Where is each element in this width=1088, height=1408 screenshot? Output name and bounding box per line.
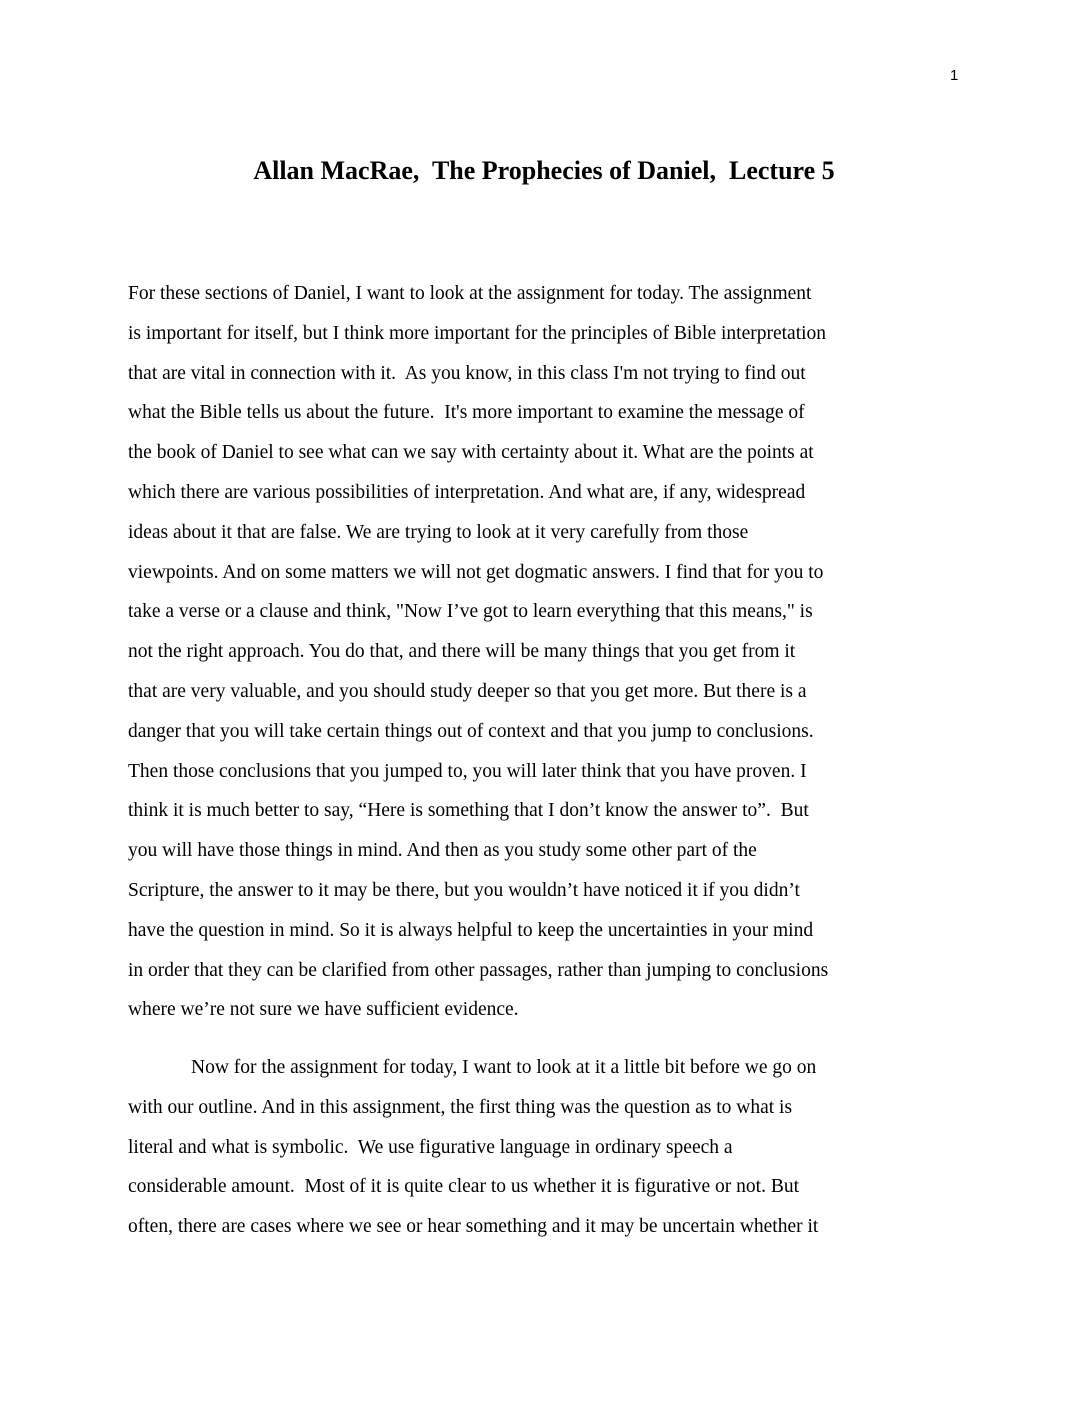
text-line: have the question in mind. So it is always helpful to keep the uncertainties in your mind — [128, 919, 814, 941]
text-line: Then those conclusions that you jumped to, you will later think that you have proven. I — [128, 760, 807, 782]
text-line: considerable amount. Most of it is quite clear to us whether it is figurative or not. But — [128, 1176, 799, 1198]
text-line: where we’re not sure we have sufficient evidence. — [128, 999, 519, 1021]
text-line: which there are various possibilities of interpretation. And what are, if any, widespread — [128, 481, 806, 503]
text-line: is important for itself, but I think more important for the principles of Bible interpretation — [128, 322, 827, 344]
text-line: viewpoints. And on some matters we will not get dogmatic answers. I find that for you to — [128, 561, 824, 583]
text-line: danger that you will take certain things out of context and that you jump to conclusions. — [128, 720, 814, 742]
text-line: not the right approach. You do that, and there will be many things that you get from it — [128, 641, 796, 663]
text-line: take a verse or a clause and think, "Now I’ve got to learn everything that this means," is — [128, 601, 813, 623]
document-title: Allan MacRae, The Prophecies of Daniel, Lecture 5 — [253, 156, 835, 185]
page-number: 1 — [950, 67, 959, 84]
text-line: often, there are cases where we see or hear something and it may be uncertain whether it — [128, 1216, 819, 1238]
text-line: literal and what is symbolic. We use figurative language in ordinary speech a — [128, 1136, 733, 1158]
text-line: For these sections of Daniel, I want to look at the assignment for today. The assignment — [128, 283, 812, 304]
text-line: what the Bible tells us about the future. It's more important to examine the message of — [128, 402, 805, 424]
text-line: ideas about it that are false. We are trying to look at it very carefully from those — [128, 521, 749, 543]
text-line: Scripture, the answer to it may be there, but you wouldn’t have noticed it if you didn’t — [128, 879, 800, 901]
text-line: in order that they can be clarified from other passages, rather than jumping to conclusions — [128, 959, 829, 981]
text-line: the book of Daniel to see what can we say with certainty about it. What are the points at — [128, 442, 814, 464]
text-line: think it is much better to say, “Here is something that I don’t know the answer to”. But — [128, 800, 809, 822]
text-line: with our outline. And in this assignment, the first thing was the question as to what is — [128, 1096, 793, 1118]
paragraph-1 — [128, 274, 968, 1030]
text-line: you will have those things in mind. And then as you study some other part of the — [128, 840, 757, 862]
text-line: that are very valuable, and you should study deeper so that you get more. But there is a — [128, 680, 807, 702]
text-line: Now for the assignment for today, I want to look at it a little bit before we go on — [191, 1057, 817, 1078]
text-line: that are vital in connection with it. As you know, in this class I'm not trying to find out — [128, 362, 806, 384]
paragraph-2 — [128, 1048, 968, 1247]
